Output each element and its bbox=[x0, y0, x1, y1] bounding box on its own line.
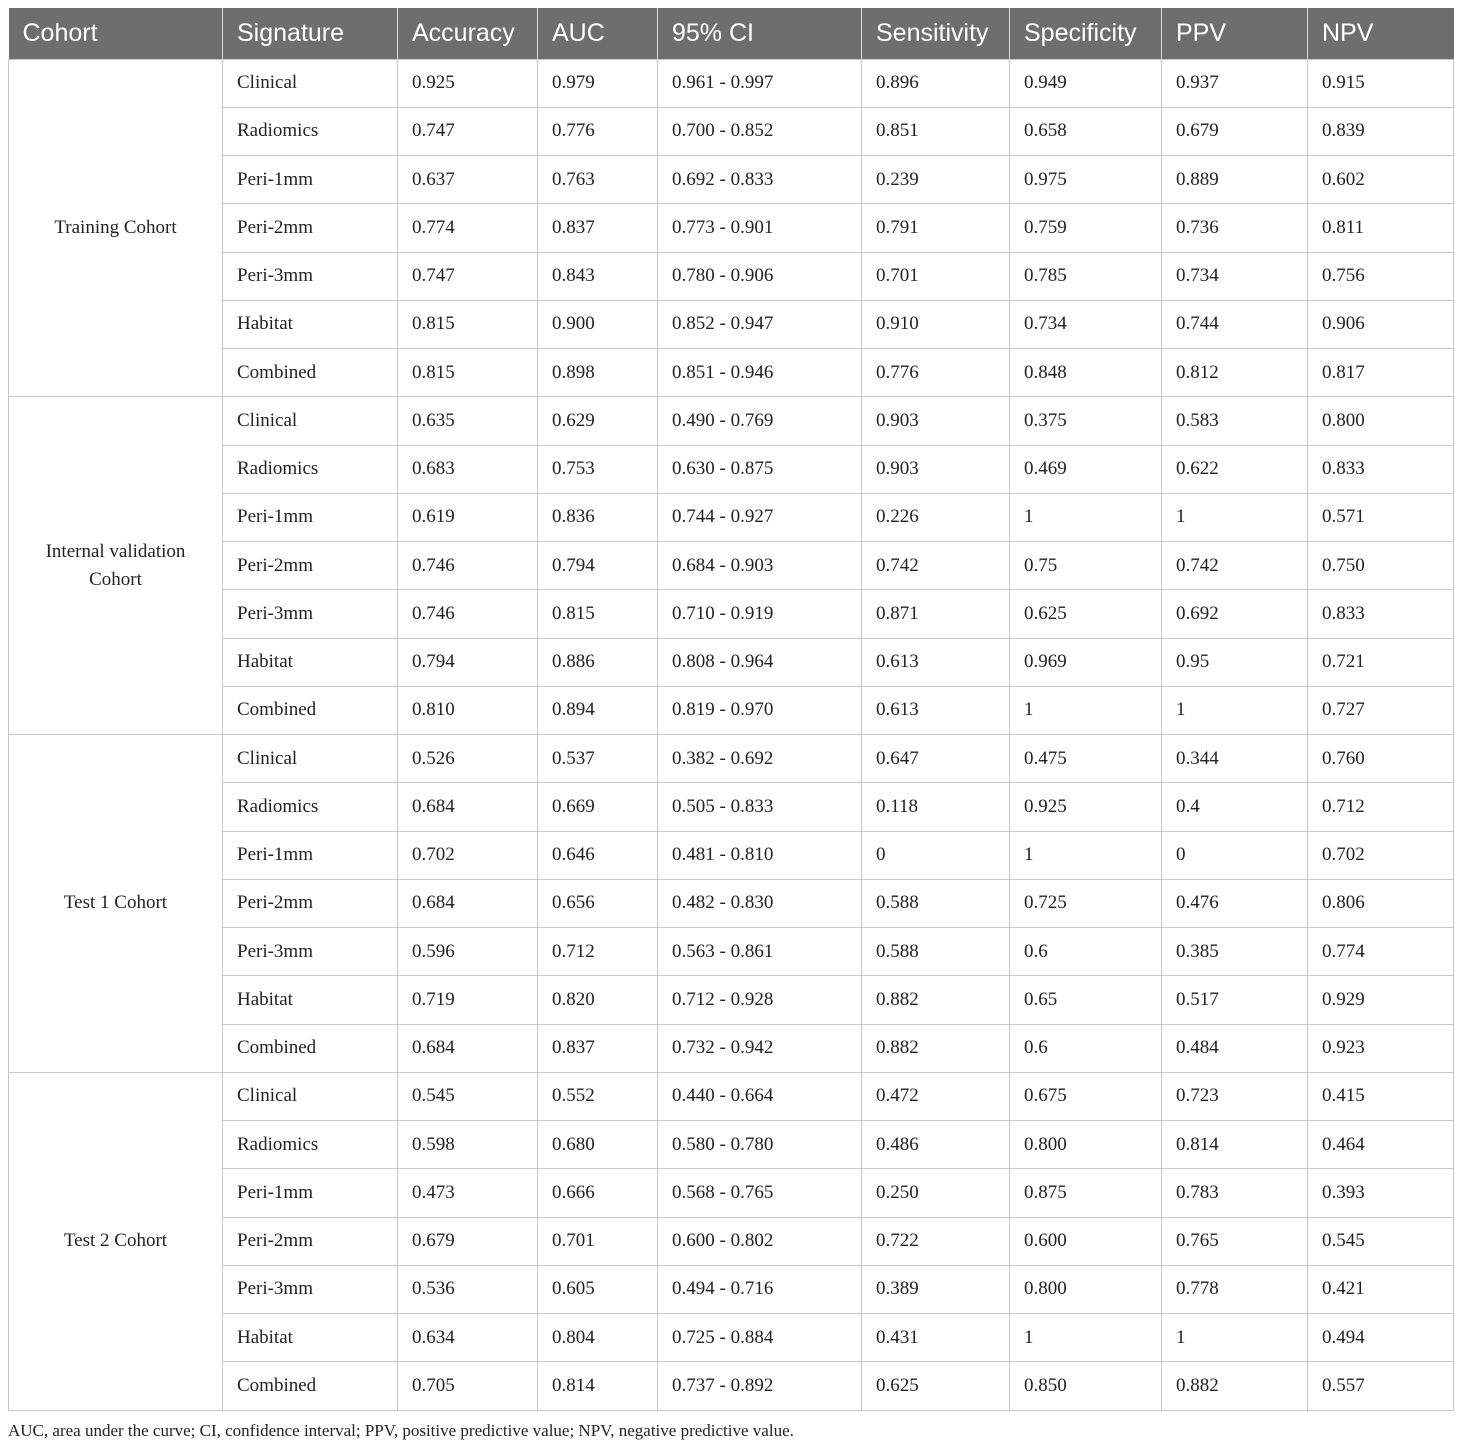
table-row bbox=[9, 1169, 1454, 1217]
table-row bbox=[9, 397, 1454, 445]
signature-cell: Habitat bbox=[223, 976, 398, 1024]
table-row bbox=[9, 976, 1454, 1024]
signature-cell: Peri-2mm bbox=[223, 879, 398, 927]
ci-cell: 0.744 - 0.927 bbox=[658, 493, 862, 541]
auc-cell: 0.898 bbox=[538, 349, 658, 397]
table-row bbox=[9, 156, 1454, 204]
header-ppv: PPV bbox=[1162, 8, 1308, 59]
auc-cell: 0.552 bbox=[538, 1072, 658, 1120]
sensitivity-cell: 0.882 bbox=[862, 976, 1010, 1024]
npv-cell: 0.557 bbox=[1308, 1362, 1454, 1410]
sensitivity-cell: 0.588 bbox=[862, 928, 1010, 976]
accuracy-cell: 0.473 bbox=[398, 1169, 538, 1217]
ppv-cell: 0.734 bbox=[1162, 252, 1308, 300]
sensitivity-cell: 0.118 bbox=[862, 783, 1010, 831]
specificity-cell: 0.375 bbox=[1010, 397, 1162, 445]
signature-cell: Clinical bbox=[223, 1072, 398, 1120]
auc-cell: 0.837 bbox=[538, 1024, 658, 1072]
auc-cell: 0.763 bbox=[538, 156, 658, 204]
table-row bbox=[9, 590, 1454, 638]
ci-cell: 0.568 - 0.765 bbox=[658, 1169, 862, 1217]
signature-cell: Radiomics bbox=[223, 1121, 398, 1169]
accuracy-cell: 0.637 bbox=[398, 156, 538, 204]
accuracy-cell: 0.526 bbox=[398, 735, 538, 783]
npv-cell: 0.712 bbox=[1308, 783, 1454, 831]
npv-cell: 0.811 bbox=[1308, 204, 1454, 252]
ppv-cell: 0.937 bbox=[1162, 59, 1308, 107]
ppv-cell: 0.692 bbox=[1162, 590, 1308, 638]
auc-cell: 0.666 bbox=[538, 1169, 658, 1217]
ci-cell: 0.852 - 0.947 bbox=[658, 300, 862, 348]
npv-cell: 0.464 bbox=[1308, 1121, 1454, 1169]
header-cohort: Cohort bbox=[9, 8, 223, 59]
table-row bbox=[9, 1362, 1454, 1410]
ci-cell: 0.780 - 0.906 bbox=[658, 252, 862, 300]
signature-cell: Peri-3mm bbox=[223, 590, 398, 638]
ppv-cell: 0.622 bbox=[1162, 445, 1308, 493]
accuracy-cell: 0.684 bbox=[398, 1024, 538, 1072]
signature-cell: Clinical bbox=[223, 735, 398, 783]
auc-cell: 0.979 bbox=[538, 59, 658, 107]
signature-cell: Clinical bbox=[223, 59, 398, 107]
specificity-cell: 1 bbox=[1010, 686, 1162, 734]
auc-cell: 0.537 bbox=[538, 735, 658, 783]
ppv-cell: 1 bbox=[1162, 1314, 1308, 1362]
npv-cell: 0.929 bbox=[1308, 976, 1454, 1024]
npv-cell: 0.721 bbox=[1308, 638, 1454, 686]
specificity-cell: 0.658 bbox=[1010, 107, 1162, 155]
sensitivity-cell: 0.613 bbox=[862, 638, 1010, 686]
signature-cell: Peri-2mm bbox=[223, 204, 398, 252]
accuracy-cell: 0.925 bbox=[398, 59, 538, 107]
ci-cell: 0.580 - 0.780 bbox=[658, 1121, 862, 1169]
signature-cell: Combined bbox=[223, 1362, 398, 1410]
ci-cell: 0.440 - 0.664 bbox=[658, 1072, 862, 1120]
npv-cell: 0.774 bbox=[1308, 928, 1454, 976]
accuracy-cell: 0.598 bbox=[398, 1121, 538, 1169]
accuracy-cell: 0.747 bbox=[398, 107, 538, 155]
ci-cell: 0.505 - 0.833 bbox=[658, 783, 862, 831]
specificity-cell: 0.800 bbox=[1010, 1121, 1162, 1169]
auc-cell: 0.776 bbox=[538, 107, 658, 155]
header-auc: AUC bbox=[538, 8, 658, 59]
signature-cell: Combined bbox=[223, 686, 398, 734]
accuracy-cell: 0.596 bbox=[398, 928, 538, 976]
auc-cell: 0.712 bbox=[538, 928, 658, 976]
table-row bbox=[9, 59, 1454, 107]
specificity-cell: 0.6 bbox=[1010, 1024, 1162, 1072]
ppv-cell: 0.814 bbox=[1162, 1121, 1308, 1169]
specificity-cell: 0.6 bbox=[1010, 928, 1162, 976]
ci-cell: 0.684 - 0.903 bbox=[658, 542, 862, 590]
accuracy-cell: 0.794 bbox=[398, 638, 538, 686]
sensitivity-cell: 0.647 bbox=[862, 735, 1010, 783]
ci-cell: 0.490 - 0.769 bbox=[658, 397, 862, 445]
sensitivity-cell: 0.722 bbox=[862, 1217, 1010, 1265]
npv-cell: 0.750 bbox=[1308, 542, 1454, 590]
npv-cell: 0.494 bbox=[1308, 1314, 1454, 1362]
accuracy-cell: 0.702 bbox=[398, 831, 538, 879]
sensitivity-cell: 0.871 bbox=[862, 590, 1010, 638]
accuracy-cell: 0.619 bbox=[398, 493, 538, 541]
signature-cell: Habitat bbox=[223, 1314, 398, 1362]
auc-cell: 0.753 bbox=[538, 445, 658, 493]
signature-cell: Habitat bbox=[223, 300, 398, 348]
auc-cell: 0.794 bbox=[538, 542, 658, 590]
npv-cell: 0.702 bbox=[1308, 831, 1454, 879]
table-row bbox=[9, 1314, 1454, 1362]
accuracy-cell: 0.719 bbox=[398, 976, 538, 1024]
ci-cell: 0.725 - 0.884 bbox=[658, 1314, 862, 1362]
table-row bbox=[9, 445, 1454, 493]
specificity-cell: 0.969 bbox=[1010, 638, 1162, 686]
header-sensitivity: Sensitivity bbox=[862, 8, 1010, 59]
ppv-cell: 0.679 bbox=[1162, 107, 1308, 155]
ppv-cell: 0.385 bbox=[1162, 928, 1308, 976]
ppv-cell: 1 bbox=[1162, 493, 1308, 541]
table-row bbox=[9, 879, 1454, 927]
auc-cell: 0.837 bbox=[538, 204, 658, 252]
npv-cell: 0.760 bbox=[1308, 735, 1454, 783]
sensitivity-cell: 0.613 bbox=[862, 686, 1010, 734]
table-row bbox=[9, 783, 1454, 831]
header-ci: 95% CI bbox=[658, 8, 862, 59]
accuracy-cell: 0.747 bbox=[398, 252, 538, 300]
ppv-cell: 0 bbox=[1162, 831, 1308, 879]
ci-cell: 0.630 - 0.875 bbox=[658, 445, 862, 493]
ci-cell: 0.737 - 0.892 bbox=[658, 1362, 862, 1410]
sensitivity-cell: 0.226 bbox=[862, 493, 1010, 541]
specificity-cell: 0.949 bbox=[1010, 59, 1162, 107]
table-footnote: AUC, area under the curve; CI, confidence interval; PPV, positive predictive value; NPV, negative predictive value. bbox=[8, 1421, 794, 1440]
header-specificity: Specificity bbox=[1010, 8, 1162, 59]
specificity-cell: 0.600 bbox=[1010, 1217, 1162, 1265]
accuracy-cell: 0.774 bbox=[398, 204, 538, 252]
accuracy-cell: 0.815 bbox=[398, 300, 538, 348]
npv-cell: 0.839 bbox=[1308, 107, 1454, 155]
accuracy-cell: 0.679 bbox=[398, 1217, 538, 1265]
auc-cell: 0.701 bbox=[538, 1217, 658, 1265]
npv-cell: 0.833 bbox=[1308, 590, 1454, 638]
ci-cell: 0.563 - 0.861 bbox=[658, 928, 862, 976]
signature-cell: Peri-3mm bbox=[223, 928, 398, 976]
header-accuracy: Accuracy bbox=[398, 8, 538, 59]
npv-cell: 0.800 bbox=[1308, 397, 1454, 445]
sensitivity-cell: 0.472 bbox=[862, 1072, 1010, 1120]
accuracy-cell: 0.635 bbox=[398, 397, 538, 445]
table-row bbox=[9, 686, 1454, 734]
sensitivity-cell: 0 bbox=[862, 831, 1010, 879]
table-row bbox=[9, 735, 1454, 783]
specificity-cell: 0.469 bbox=[1010, 445, 1162, 493]
ci-cell: 0.482 - 0.830 bbox=[658, 879, 862, 927]
ppv-cell: 0.778 bbox=[1162, 1265, 1308, 1313]
npv-cell: 0.393 bbox=[1308, 1169, 1454, 1217]
npv-cell: 0.421 bbox=[1308, 1265, 1454, 1313]
table-row bbox=[9, 1217, 1454, 1265]
signature-cell: Clinical bbox=[223, 397, 398, 445]
accuracy-cell: 0.705 bbox=[398, 1362, 538, 1410]
specificity-cell: 0.675 bbox=[1010, 1072, 1162, 1120]
auc-cell: 0.605 bbox=[538, 1265, 658, 1313]
accuracy-cell: 0.815 bbox=[398, 349, 538, 397]
signature-cell: Peri-1mm bbox=[223, 1169, 398, 1217]
sensitivity-cell: 0.903 bbox=[862, 397, 1010, 445]
auc-cell: 0.646 bbox=[538, 831, 658, 879]
npv-cell: 0.415 bbox=[1308, 1072, 1454, 1120]
specificity-cell: 0.734 bbox=[1010, 300, 1162, 348]
sensitivity-cell: 0.742 bbox=[862, 542, 1010, 590]
ppv-cell: 0.723 bbox=[1162, 1072, 1308, 1120]
ppv-cell: 0.95 bbox=[1162, 638, 1308, 686]
specificity-cell: 0.875 bbox=[1010, 1169, 1162, 1217]
accuracy-cell: 0.683 bbox=[398, 445, 538, 493]
sensitivity-cell: 0.239 bbox=[862, 156, 1010, 204]
table-row bbox=[9, 252, 1454, 300]
auc-cell: 0.815 bbox=[538, 590, 658, 638]
sensitivity-cell: 0.389 bbox=[862, 1265, 1010, 1313]
specificity-cell: 0.925 bbox=[1010, 783, 1162, 831]
auc-cell: 0.894 bbox=[538, 686, 658, 734]
specificity-cell: 0.475 bbox=[1010, 735, 1162, 783]
ci-cell: 0.700 - 0.852 bbox=[658, 107, 862, 155]
accuracy-cell: 0.746 bbox=[398, 542, 538, 590]
accuracy-cell: 0.536 bbox=[398, 1265, 538, 1313]
ppv-cell: 0.736 bbox=[1162, 204, 1308, 252]
ppv-cell: 0.4 bbox=[1162, 783, 1308, 831]
accuracy-cell: 0.684 bbox=[398, 879, 538, 927]
specificity-cell: 0.625 bbox=[1010, 590, 1162, 638]
header-row bbox=[9, 8, 1454, 59]
ci-cell: 0.851 - 0.946 bbox=[658, 349, 862, 397]
ppv-cell: 1 bbox=[1162, 686, 1308, 734]
specificity-cell: 0.65 bbox=[1010, 976, 1162, 1024]
npv-cell: 0.602 bbox=[1308, 156, 1454, 204]
signature-cell: Habitat bbox=[223, 638, 398, 686]
accuracy-cell: 0.746 bbox=[398, 590, 538, 638]
sensitivity-cell: 0.486 bbox=[862, 1121, 1010, 1169]
table-row bbox=[9, 1121, 1454, 1169]
table-row bbox=[9, 204, 1454, 252]
auc-cell: 0.820 bbox=[538, 976, 658, 1024]
accuracy-cell: 0.545 bbox=[398, 1072, 538, 1120]
specificity-cell: 0.800 bbox=[1010, 1265, 1162, 1313]
ci-cell: 0.382 - 0.692 bbox=[658, 735, 862, 783]
header-npv: NPV bbox=[1308, 8, 1454, 59]
cohort-label: Training Cohort bbox=[9, 59, 223, 397]
table-row bbox=[9, 928, 1454, 976]
table-row bbox=[9, 1024, 1454, 1072]
signature-cell: Combined bbox=[223, 1024, 398, 1072]
signature-cell: Peri-1mm bbox=[223, 156, 398, 204]
ppv-cell: 0.783 bbox=[1162, 1169, 1308, 1217]
specificity-cell: 0.975 bbox=[1010, 156, 1162, 204]
npv-cell: 0.833 bbox=[1308, 445, 1454, 493]
ppv-cell: 0.344 bbox=[1162, 735, 1308, 783]
table-row bbox=[9, 831, 1454, 879]
ppv-cell: 0.744 bbox=[1162, 300, 1308, 348]
npv-cell: 0.915 bbox=[1308, 59, 1454, 107]
auc-cell: 0.656 bbox=[538, 879, 658, 927]
specificity-cell: 1 bbox=[1010, 1314, 1162, 1362]
ppv-cell: 0.476 bbox=[1162, 879, 1308, 927]
ci-cell: 0.712 - 0.928 bbox=[658, 976, 862, 1024]
npv-cell: 0.756 bbox=[1308, 252, 1454, 300]
ci-cell: 0.961 - 0.997 bbox=[658, 59, 862, 107]
sensitivity-cell: 0.851 bbox=[862, 107, 1010, 155]
table-row bbox=[9, 349, 1454, 397]
specificity-cell: 0.850 bbox=[1010, 1362, 1162, 1410]
ppv-cell: 0.583 bbox=[1162, 397, 1308, 445]
npv-cell: 0.817 bbox=[1308, 349, 1454, 397]
ci-cell: 0.732 - 0.942 bbox=[658, 1024, 862, 1072]
table-row bbox=[9, 542, 1454, 590]
specificity-cell: 1 bbox=[1010, 493, 1162, 541]
auc-cell: 0.843 bbox=[538, 252, 658, 300]
table-row bbox=[9, 300, 1454, 348]
auc-cell: 0.629 bbox=[538, 397, 658, 445]
signature-cell: Radiomics bbox=[223, 107, 398, 155]
ci-cell: 0.494 - 0.716 bbox=[658, 1265, 862, 1313]
sensitivity-cell: 0.791 bbox=[862, 204, 1010, 252]
ci-cell: 0.819 - 0.970 bbox=[658, 686, 862, 734]
auc-cell: 0.814 bbox=[538, 1362, 658, 1410]
ppv-cell: 0.742 bbox=[1162, 542, 1308, 590]
auc-cell: 0.886 bbox=[538, 638, 658, 686]
npv-cell: 0.923 bbox=[1308, 1024, 1454, 1072]
ci-cell: 0.773 - 0.901 bbox=[658, 204, 862, 252]
sensitivity-cell: 0.701 bbox=[862, 252, 1010, 300]
accuracy-cell: 0.810 bbox=[398, 686, 538, 734]
sensitivity-cell: 0.896 bbox=[862, 59, 1010, 107]
signature-cell: Peri-1mm bbox=[223, 831, 398, 879]
signature-cell: Radiomics bbox=[223, 445, 398, 493]
results-table-container bbox=[8, 8, 1453, 1411]
sensitivity-cell: 0.588 bbox=[862, 879, 1010, 927]
auc-cell: 0.836 bbox=[538, 493, 658, 541]
signature-cell: Combined bbox=[223, 349, 398, 397]
ppv-cell: 0.812 bbox=[1162, 349, 1308, 397]
auc-cell: 0.680 bbox=[538, 1121, 658, 1169]
ci-cell: 0.600 - 0.802 bbox=[658, 1217, 862, 1265]
results-table bbox=[8, 8, 1454, 1411]
sensitivity-cell: 0.910 bbox=[862, 300, 1010, 348]
ci-cell: 0.692 - 0.833 bbox=[658, 156, 862, 204]
sensitivity-cell: 0.882 bbox=[862, 1024, 1010, 1072]
ci-cell: 0.710 - 0.919 bbox=[658, 590, 862, 638]
specificity-cell: 0.75 bbox=[1010, 542, 1162, 590]
ci-cell: 0.808 - 0.964 bbox=[658, 638, 862, 686]
sensitivity-cell: 0.903 bbox=[862, 445, 1010, 493]
specificity-cell: 1 bbox=[1010, 831, 1162, 879]
accuracy-cell: 0.634 bbox=[398, 1314, 538, 1362]
signature-cell: Peri-1mm bbox=[223, 493, 398, 541]
ppv-cell: 0.882 bbox=[1162, 1362, 1308, 1410]
accuracy-cell: 0.684 bbox=[398, 783, 538, 831]
signature-cell: Radiomics bbox=[223, 783, 398, 831]
sensitivity-cell: 0.776 bbox=[862, 349, 1010, 397]
auc-cell: 0.900 bbox=[538, 300, 658, 348]
cohort-label: Internal validation Cohort bbox=[9, 397, 223, 735]
specificity-cell: 0.759 bbox=[1010, 204, 1162, 252]
header-signature: Signature bbox=[223, 8, 398, 59]
auc-cell: 0.669 bbox=[538, 783, 658, 831]
ci-cell: 0.481 - 0.810 bbox=[658, 831, 862, 879]
ppv-cell: 0.889 bbox=[1162, 156, 1308, 204]
ppv-cell: 0.517 bbox=[1162, 976, 1308, 1024]
sensitivity-cell: 0.250 bbox=[862, 1169, 1010, 1217]
table-row bbox=[9, 493, 1454, 541]
signature-cell: Peri-3mm bbox=[223, 1265, 398, 1313]
specificity-cell: 0.725 bbox=[1010, 879, 1162, 927]
cohort-label: Test 2 Cohort bbox=[9, 1072, 223, 1410]
specificity-cell: 0.848 bbox=[1010, 349, 1162, 397]
sensitivity-cell: 0.431 bbox=[862, 1314, 1010, 1362]
ppv-cell: 0.484 bbox=[1162, 1024, 1308, 1072]
table-row bbox=[9, 1265, 1454, 1313]
sensitivity-cell: 0.625 bbox=[862, 1362, 1010, 1410]
table-row bbox=[9, 107, 1454, 155]
auc-cell: 0.804 bbox=[538, 1314, 658, 1362]
npv-cell: 0.906 bbox=[1308, 300, 1454, 348]
cohort-label: Test 1 Cohort bbox=[9, 735, 223, 1073]
npv-cell: 0.545 bbox=[1308, 1217, 1454, 1265]
table-row bbox=[9, 1072, 1454, 1120]
table-row bbox=[9, 638, 1454, 686]
ppv-cell: 0.765 bbox=[1162, 1217, 1308, 1265]
npv-cell: 0.727 bbox=[1308, 686, 1454, 734]
table-body bbox=[9, 59, 1454, 1410]
specificity-cell: 0.785 bbox=[1010, 252, 1162, 300]
signature-cell: Peri-2mm bbox=[223, 542, 398, 590]
signature-cell: Peri-2mm bbox=[223, 1217, 398, 1265]
npv-cell: 0.806 bbox=[1308, 879, 1454, 927]
signature-cell: Peri-3mm bbox=[223, 252, 398, 300]
npv-cell: 0.571 bbox=[1308, 493, 1454, 541]
